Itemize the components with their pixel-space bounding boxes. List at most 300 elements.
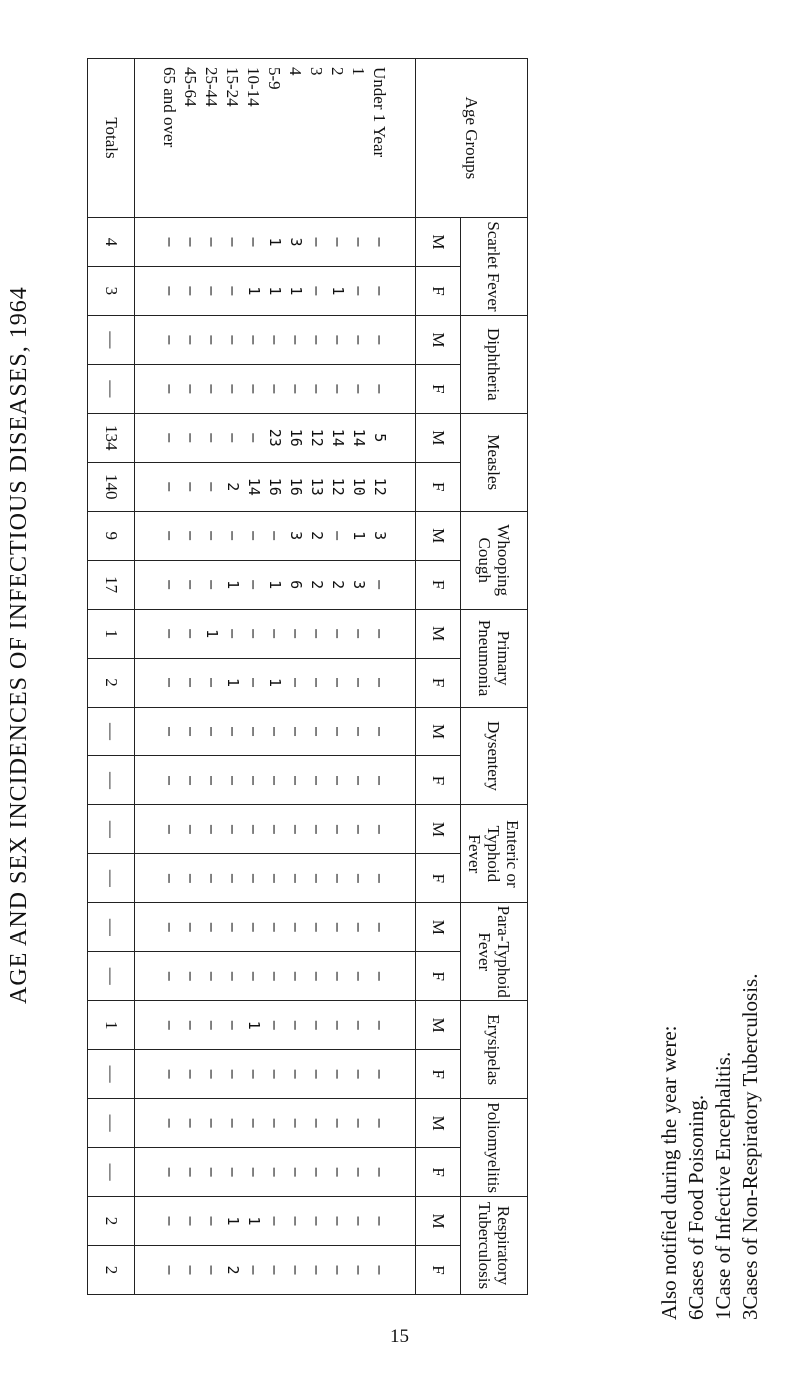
- cell-value: —: [203, 873, 222, 883]
- cell-value: —: [245, 384, 264, 394]
- cell-value: —: [182, 629, 201, 639]
- cell-value: —: [224, 286, 243, 296]
- cell-value: —: [308, 1020, 327, 1030]
- cell-value: —: [308, 824, 327, 834]
- cell-value: 3: [287, 237, 306, 247]
- data-column: [135, 1001, 416, 1050]
- cell-value: —: [203, 482, 222, 492]
- notes-intro: Also notified during the year were:: [657, 1025, 681, 1320]
- cell-value: —: [329, 237, 348, 247]
- note-count: 3: [738, 1309, 762, 1320]
- cell-value: —: [371, 1265, 390, 1275]
- female-column-header: F: [416, 1050, 461, 1099]
- cell-value: —: [329, 726, 348, 737]
- data-column: [135, 1050, 416, 1099]
- male-column-header: M: [416, 1099, 461, 1148]
- column-total: 134: [88, 413, 135, 462]
- column-total: 2: [88, 1246, 135, 1295]
- male-column-header: M: [416, 903, 461, 952]
- data-column: [135, 1246, 416, 1295]
- male-column-header: M: [416, 1001, 461, 1050]
- note-text: Cases of Non-Respiratory Tuberculosis.: [738, 973, 762, 1310]
- cell-value: —: [203, 433, 222, 443]
- male-column-header: M: [416, 315, 461, 364]
- cell-value: —: [287, 384, 306, 394]
- notes-block: [656, 420, 796, 1320]
- cell-value: —: [371, 726, 390, 737]
- cell-value: —: [245, 726, 264, 737]
- age-group-label: 5-9: [265, 67, 285, 90]
- note-item: [737, 420, 764, 1320]
- cell-value: —: [182, 1216, 201, 1226]
- column-total: 1: [88, 1001, 135, 1050]
- cell-value: —: [161, 726, 180, 737]
- age-group-label: 4: [286, 67, 306, 76]
- cell-value: —: [182, 922, 201, 932]
- column-total: —: [88, 707, 135, 756]
- cell-value: —: [203, 824, 222, 834]
- age-group-label: 10-14: [244, 67, 264, 107]
- cell-value: —: [182, 580, 201, 590]
- cell-value: —: [329, 1216, 348, 1226]
- note-text: Cases of Food Poisoning.: [684, 1094, 708, 1310]
- cell-value: —: [182, 335, 201, 345]
- age-group-label: 25-44: [202, 67, 222, 107]
- data-column: [135, 560, 416, 609]
- note-count: 6: [684, 1309, 708, 1320]
- cell-value: —: [203, 1069, 222, 1079]
- data-column: [135, 315, 416, 364]
- totals-row: [88, 59, 135, 1295]
- cell-value: —: [266, 1118, 285, 1128]
- cell-value: —: [245, 824, 264, 834]
- male-column-header: M: [416, 413, 461, 462]
- cell-value: —: [371, 1167, 390, 1177]
- cell-value: 1: [203, 629, 222, 639]
- column-total: 17: [88, 560, 135, 609]
- sex-header-row: [416, 59, 461, 1295]
- cell-value: —: [287, 1216, 306, 1226]
- cell-value: —: [371, 775, 390, 785]
- table-row: [135, 59, 416, 1295]
- cell-value: —: [350, 1118, 369, 1128]
- cell-value: —: [203, 335, 222, 345]
- data-column: [135, 1099, 416, 1148]
- age-group-label: 3: [307, 67, 327, 76]
- cell-value: —: [329, 1069, 348, 1079]
- disease-header: Poliomyelitis: [461, 1099, 528, 1197]
- cell-value: —: [161, 629, 180, 639]
- column-total: —: [88, 903, 135, 952]
- male-column-header: M: [416, 609, 461, 658]
- cell-value: —: [287, 824, 306, 834]
- female-column-header: F: [416, 266, 461, 315]
- cell-value: —: [224, 1118, 243, 1128]
- cell-value: —: [329, 629, 348, 639]
- cell-value: —: [161, 1118, 180, 1128]
- cell-value: —: [308, 922, 327, 932]
- cell-value: —: [266, 873, 285, 883]
- cell-value: —: [245, 873, 264, 883]
- cell-value: —: [245, 678, 264, 688]
- cell-value: —: [182, 678, 201, 688]
- cell-value: —: [182, 1118, 201, 1128]
- cell-value: 1: [287, 286, 306, 296]
- cell-value: —: [308, 678, 327, 688]
- cell-value: —: [224, 433, 243, 443]
- cell-value: —: [371, 580, 390, 590]
- cell-value: —: [287, 873, 306, 883]
- cell-value: —: [161, 237, 180, 247]
- column-total: —: [88, 315, 135, 364]
- cell-value: —: [203, 286, 222, 296]
- column-total: —: [88, 854, 135, 903]
- male-column-header: M: [416, 511, 461, 560]
- cell-value: —: [203, 971, 222, 981]
- age-group-label: 1: [349, 67, 369, 76]
- cell-value: —: [182, 1265, 201, 1275]
- cell-value: —: [350, 971, 369, 981]
- female-column-header: F: [416, 1148, 461, 1197]
- cell-value: —: [245, 1118, 264, 1128]
- cell-value: —: [329, 1020, 348, 1030]
- data-column: [135, 609, 416, 658]
- cell-value: —: [245, 922, 264, 932]
- note-item: [710, 420, 737, 1320]
- note-item: [683, 420, 710, 1320]
- age-groups-header: Age Groups: [416, 59, 528, 218]
- data-column: [135, 266, 416, 315]
- female-column-header: F: [416, 1246, 461, 1295]
- cell-value: —: [350, 922, 369, 932]
- data-column: [135, 1197, 416, 1246]
- cell-value: —: [224, 335, 243, 345]
- cell-value: —: [329, 335, 348, 345]
- cell-value: —: [350, 1216, 369, 1226]
- cell-value: —: [161, 873, 180, 883]
- disease-header: Para-Typhoid Fever: [461, 903, 528, 1001]
- cell-value: —: [287, 629, 306, 639]
- cell-value: 1: [245, 286, 264, 296]
- cell-value: 2: [224, 1265, 243, 1275]
- data-column: [135, 903, 416, 952]
- cell-value: —: [308, 1216, 327, 1226]
- cell-value: 23: [266, 428, 285, 447]
- cell-value: —: [266, 1069, 285, 1079]
- cell-value: —: [182, 384, 201, 394]
- cell-value: —: [182, 237, 201, 247]
- cell-value: 1: [266, 286, 285, 296]
- column-total: —: [88, 364, 135, 413]
- age-group-label: 15-24: [223, 67, 243, 107]
- cell-value: —: [287, 1118, 306, 1128]
- disease-header: Respiratory Tuberculosis: [461, 1197, 528, 1295]
- cell-value: 1: [266, 580, 285, 590]
- data-column: [135, 462, 416, 511]
- cell-value: —: [371, 384, 390, 394]
- data-column: [135, 511, 416, 560]
- cell-value: —: [203, 922, 222, 932]
- cell-value: 3: [371, 531, 390, 541]
- column-total: 2: [88, 1197, 135, 1246]
- note-count: 1: [711, 1309, 735, 1320]
- cell-value: —: [371, 1020, 390, 1030]
- cell-value: —: [329, 1118, 348, 1128]
- cell-value: 14: [350, 428, 369, 447]
- cell-value: 1: [245, 1216, 264, 1226]
- cell-value: —: [224, 824, 243, 834]
- age-group-label: 45-64: [181, 67, 201, 107]
- cell-value: 1: [266, 237, 285, 247]
- cell-value: —: [308, 629, 327, 639]
- cell-value: 1: [224, 580, 243, 590]
- disease-header: Dysentery: [461, 707, 528, 805]
- disease-header-row: [461, 59, 528, 1295]
- cell-value: —: [245, 335, 264, 345]
- cell-value: —: [245, 775, 264, 785]
- cell-value: —: [329, 384, 348, 394]
- cell-value: —: [224, 726, 243, 737]
- cell-value: —: [161, 1265, 180, 1275]
- cell-value: —: [161, 580, 180, 590]
- cell-value: —: [329, 971, 348, 981]
- cell-value: —: [266, 531, 285, 541]
- cell-value: —: [308, 873, 327, 883]
- disease-header: Diphtheria: [461, 315, 528, 413]
- cell-value: —: [287, 335, 306, 345]
- cell-value: —: [371, 1216, 390, 1226]
- cell-value: 1: [329, 286, 348, 296]
- column-total: 1: [88, 609, 135, 658]
- cell-value: —: [371, 1118, 390, 1128]
- cell-value: 1: [224, 1216, 243, 1226]
- disease-header: Erysipelas: [461, 1001, 528, 1099]
- cell-value: —: [161, 775, 180, 785]
- cell-value: —: [161, 824, 180, 834]
- cell-value: —: [287, 726, 306, 737]
- cell-value: —: [203, 1020, 222, 1030]
- male-column-header: M: [416, 805, 461, 854]
- cell-value: —: [308, 1167, 327, 1177]
- female-column-header: F: [416, 952, 461, 1001]
- page-number: 15: [390, 1326, 409, 1347]
- cell-value: —: [182, 873, 201, 883]
- cell-value: —: [329, 1265, 348, 1275]
- cell-value: —: [224, 531, 243, 541]
- incidence-table-wrapper: [92, 58, 528, 1295]
- cell-value: —: [350, 384, 369, 394]
- cell-value: —: [350, 286, 369, 296]
- cell-value: —: [329, 678, 348, 688]
- disease-header: Measles: [461, 413, 528, 511]
- cell-value: —: [308, 1265, 327, 1275]
- cell-value: 14: [245, 477, 264, 496]
- disease-header: Enteric or Typhoid Fever: [461, 805, 528, 903]
- cell-value: —: [308, 237, 327, 247]
- cell-value: —: [182, 775, 201, 785]
- cell-value: —: [203, 580, 222, 590]
- female-column-header: F: [416, 658, 461, 707]
- cell-value: —: [287, 1020, 306, 1030]
- cell-value: —: [350, 335, 369, 345]
- column-total: 3: [88, 266, 135, 315]
- cell-value: —: [224, 971, 243, 981]
- cell-value: —: [182, 971, 201, 981]
- disease-header: Primary Pneumonia: [461, 609, 528, 707]
- male-column-header: M: [416, 1197, 461, 1246]
- cell-value: —: [287, 1069, 306, 1079]
- cell-value: —: [224, 1020, 243, 1030]
- cell-value: —: [350, 824, 369, 834]
- cell-value: —: [266, 1265, 285, 1275]
- cell-value: 13: [308, 477, 327, 496]
- cell-value: —: [329, 531, 348, 541]
- cell-value: —: [266, 629, 285, 639]
- cell-value: —: [266, 775, 285, 785]
- cell-value: —: [266, 335, 285, 345]
- cell-value: —: [245, 433, 264, 443]
- running-title: AGE AND SEX INCIDENCES OF INFECTIOUS DISEASES, 1964: [6, 286, 32, 1004]
- data-column: [135, 756, 416, 805]
- data-column: [135, 805, 416, 854]
- cell-value: —: [287, 775, 306, 785]
- cell-value: 6: [287, 580, 306, 590]
- cell-value: —: [371, 971, 390, 981]
- cell-value: —: [350, 237, 369, 247]
- cell-value: —: [224, 384, 243, 394]
- cell-value: —: [329, 775, 348, 785]
- cell-value: —: [308, 1069, 327, 1079]
- cell-value: —: [224, 237, 243, 247]
- cell-value: —: [224, 873, 243, 883]
- female-column-header: F: [416, 462, 461, 511]
- cell-value: —: [245, 531, 264, 541]
- cell-value: —: [224, 775, 243, 785]
- cell-value: —: [203, 1265, 222, 1275]
- cell-value: —: [308, 1118, 327, 1128]
- column-total: —: [88, 1148, 135, 1197]
- column-total: —: [88, 756, 135, 805]
- cell-value: —: [266, 922, 285, 932]
- cell-value: 12: [329, 477, 348, 496]
- age-group-label: Under 1 Year: [370, 67, 390, 158]
- cell-value: —: [245, 580, 264, 590]
- cell-value: —: [308, 335, 327, 345]
- cell-value: —: [371, 286, 390, 296]
- cell-value: 1: [224, 678, 243, 688]
- cell-value: —: [245, 237, 264, 247]
- data-column: [135, 413, 416, 462]
- cell-value: —: [308, 775, 327, 785]
- cell-value: —: [266, 1020, 285, 1030]
- cell-value: —: [266, 971, 285, 981]
- cell-value: —: [266, 1167, 285, 1177]
- cell-value: 12: [308, 428, 327, 447]
- data-column: [135, 218, 416, 267]
- age-group-label: 65 and over: [160, 67, 180, 148]
- male-column-header: M: [416, 707, 461, 756]
- cell-value: —: [182, 726, 201, 737]
- column-total: 4: [88, 218, 135, 267]
- cell-value: 16: [287, 477, 306, 496]
- cell-value: —: [203, 726, 222, 737]
- cell-value: —: [329, 922, 348, 932]
- age-group-label: 2: [328, 67, 348, 76]
- data-column: [135, 364, 416, 413]
- female-column-header: F: [416, 756, 461, 805]
- cell-value: —: [287, 678, 306, 688]
- cell-value: —: [266, 726, 285, 737]
- incidence-table: [87, 58, 528, 1295]
- column-total: —: [88, 1050, 135, 1099]
- male-column-header: M: [416, 218, 461, 267]
- cell-value: —: [350, 678, 369, 688]
- cell-value: 16: [266, 477, 285, 496]
- cell-value: —: [245, 971, 264, 981]
- cell-value: —: [350, 1020, 369, 1030]
- female-column-header: F: [416, 560, 461, 609]
- cell-value: —: [161, 384, 180, 394]
- cell-value: 1: [350, 531, 369, 541]
- cell-value: —: [350, 1265, 369, 1275]
- cell-value: —: [308, 726, 327, 737]
- cell-value: 2: [308, 531, 327, 541]
- cell-value: —: [224, 1167, 243, 1177]
- cell-value: —: [287, 922, 306, 932]
- cell-value: —: [203, 1118, 222, 1128]
- cell-value: —: [308, 384, 327, 394]
- cell-value: —: [161, 482, 180, 492]
- cell-value: —: [350, 726, 369, 737]
- cell-value: —: [245, 1265, 264, 1275]
- cell-value: —: [203, 775, 222, 785]
- cell-value: —: [287, 1167, 306, 1177]
- cell-value: —: [182, 1167, 201, 1177]
- cell-value: —: [371, 922, 390, 932]
- cell-value: —: [266, 1216, 285, 1226]
- column-total: 9: [88, 511, 135, 560]
- cell-value: —: [371, 629, 390, 639]
- cell-value: —: [203, 678, 222, 688]
- data-column: [135, 658, 416, 707]
- cell-value: 3: [287, 531, 306, 541]
- cell-value: 3: [350, 580, 369, 590]
- cell-value: —: [182, 286, 201, 296]
- column-total: 140: [88, 462, 135, 511]
- cell-value: —: [161, 1167, 180, 1177]
- cell-value: —: [329, 1167, 348, 1177]
- cell-value: —: [161, 531, 180, 541]
- totals-label: Totals: [88, 59, 135, 218]
- cell-value: 2: [308, 580, 327, 590]
- cell-value: —: [308, 971, 327, 981]
- female-column-header: F: [416, 854, 461, 903]
- cell-value: 14: [329, 428, 348, 447]
- cell-value: —: [203, 1167, 222, 1177]
- cell-value: —: [350, 1167, 369, 1177]
- cell-value: —: [161, 1216, 180, 1226]
- note-text: Case of Infective Encephalitis.: [711, 1051, 735, 1310]
- cell-value: —: [182, 433, 201, 443]
- data-column: [135, 1148, 416, 1197]
- cell-value: —: [287, 971, 306, 981]
- cell-value: —: [245, 629, 264, 639]
- cell-value: —: [182, 1020, 201, 1030]
- cell-value: —: [182, 1069, 201, 1079]
- cell-value: 1: [245, 1020, 264, 1030]
- cell-value: —: [203, 237, 222, 247]
- cell-value: —: [224, 922, 243, 932]
